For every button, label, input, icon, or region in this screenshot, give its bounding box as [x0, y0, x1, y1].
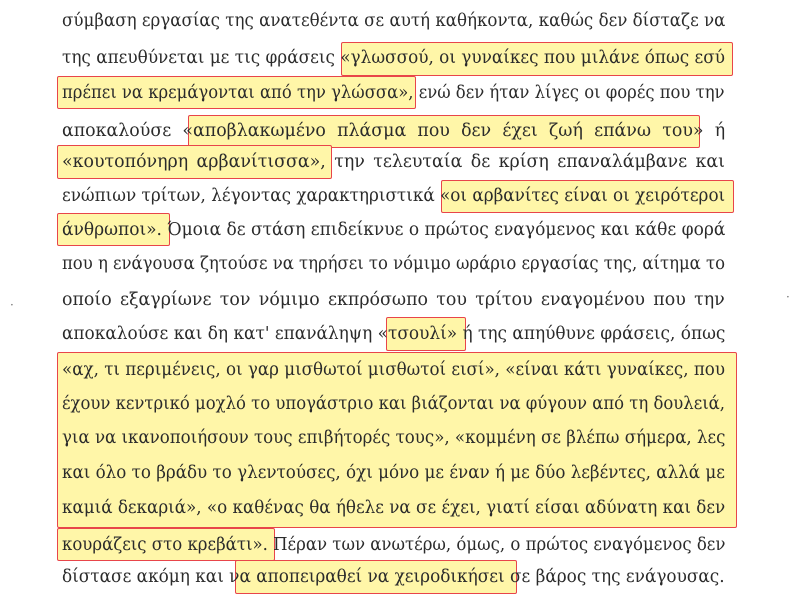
- text-line: της απευθύνεται με τις φράσεις «γλωσσού, οι γυναίκες που μιλάνε όπως εσύ: [62, 48, 725, 68]
- text-line: κουράζεις στο κρεβάτι». Πέραν των ανωτέρω, όμως, ο πρώτος εναγόμενος δεν: [62, 535, 726, 555]
- text-line: που η ενάγουσα ζητούσε να τηρήσει το νόμιμο ωράριο εργασίας της, αίτημα το: [62, 254, 725, 274]
- text-line: «αχ, τι περιμένεις, οι γαρ μισθωτοί μισθωτοί εισί», «είναι κάτι γυναίκες, που: [62, 360, 725, 380]
- text-line: ενώπιων τρίτων, λέγοντας χαρακτηριστικά «οι αρβανίτες είναι οι χειρότεροι: [62, 186, 726, 206]
- scan-speck: ·: [10, 298, 14, 312]
- text-line: σύμβαση εργασίας της ανατεθέντα σε αυτή καθήκοντα, καθώς δεν δίσταζε να: [62, 11, 726, 31]
- text-line: «κουτοπόνηρη αρβανίτισσα», την τελευταία δε κρίση επαναλάμβανε και: [62, 152, 725, 172]
- text-line: δίστασε ακόμη και να αποπειραθεί να χειροδικήσει σε βάρος της ενάγουσας.: [62, 567, 725, 587]
- text-line: αποκαλούσε και δη κατ' επανάληψη «τσουλί» ή της απηύθυνε φράσεις, όπως: [62, 324, 726, 344]
- text-line: οποίο εξαγρίωνε τον νόμιμο εκπρόσωπο του τρίτου εναγομένου που την: [62, 290, 725, 310]
- text-line: καμιά δεκαριά», «ο καθένας θα ήθελε να σε έχει, γιατί είσαι αδύνατη και δεν: [62, 498, 726, 518]
- text-line: έχουν κεντρικό μοχλό το υπογάστριο και βιάζονται να φύγουν από τη δουλειά,: [62, 394, 726, 414]
- text-line: πρέπει να κρεμάγονται από την γλώσσα», ενώ δεν ήταν λίγες οι φορές που την: [62, 83, 725, 103]
- text-line: και όλο το βράδυ το γλεντούσες, όχι μόνο με έναν ή με δύο λεβέντες, αλλά με: [62, 463, 725, 483]
- text-line: αποκαλούσε «αποβλακωμένο πλάσμα που δεν έχει ζωή επάνω του» ή: [62, 121, 726, 141]
- scan-speck: ·: [786, 290, 790, 304]
- text-line: άνθρωποι». Όμοια δε στάση επιδείκνυε ο πρώτος εναγόμενος και κάθε φορά: [62, 220, 726, 240]
- text-line: για να ικανοποιήσουν τους επιβήτορές τους», «κομμένη σε βλέπω σήμερα, λες: [62, 428, 726, 448]
